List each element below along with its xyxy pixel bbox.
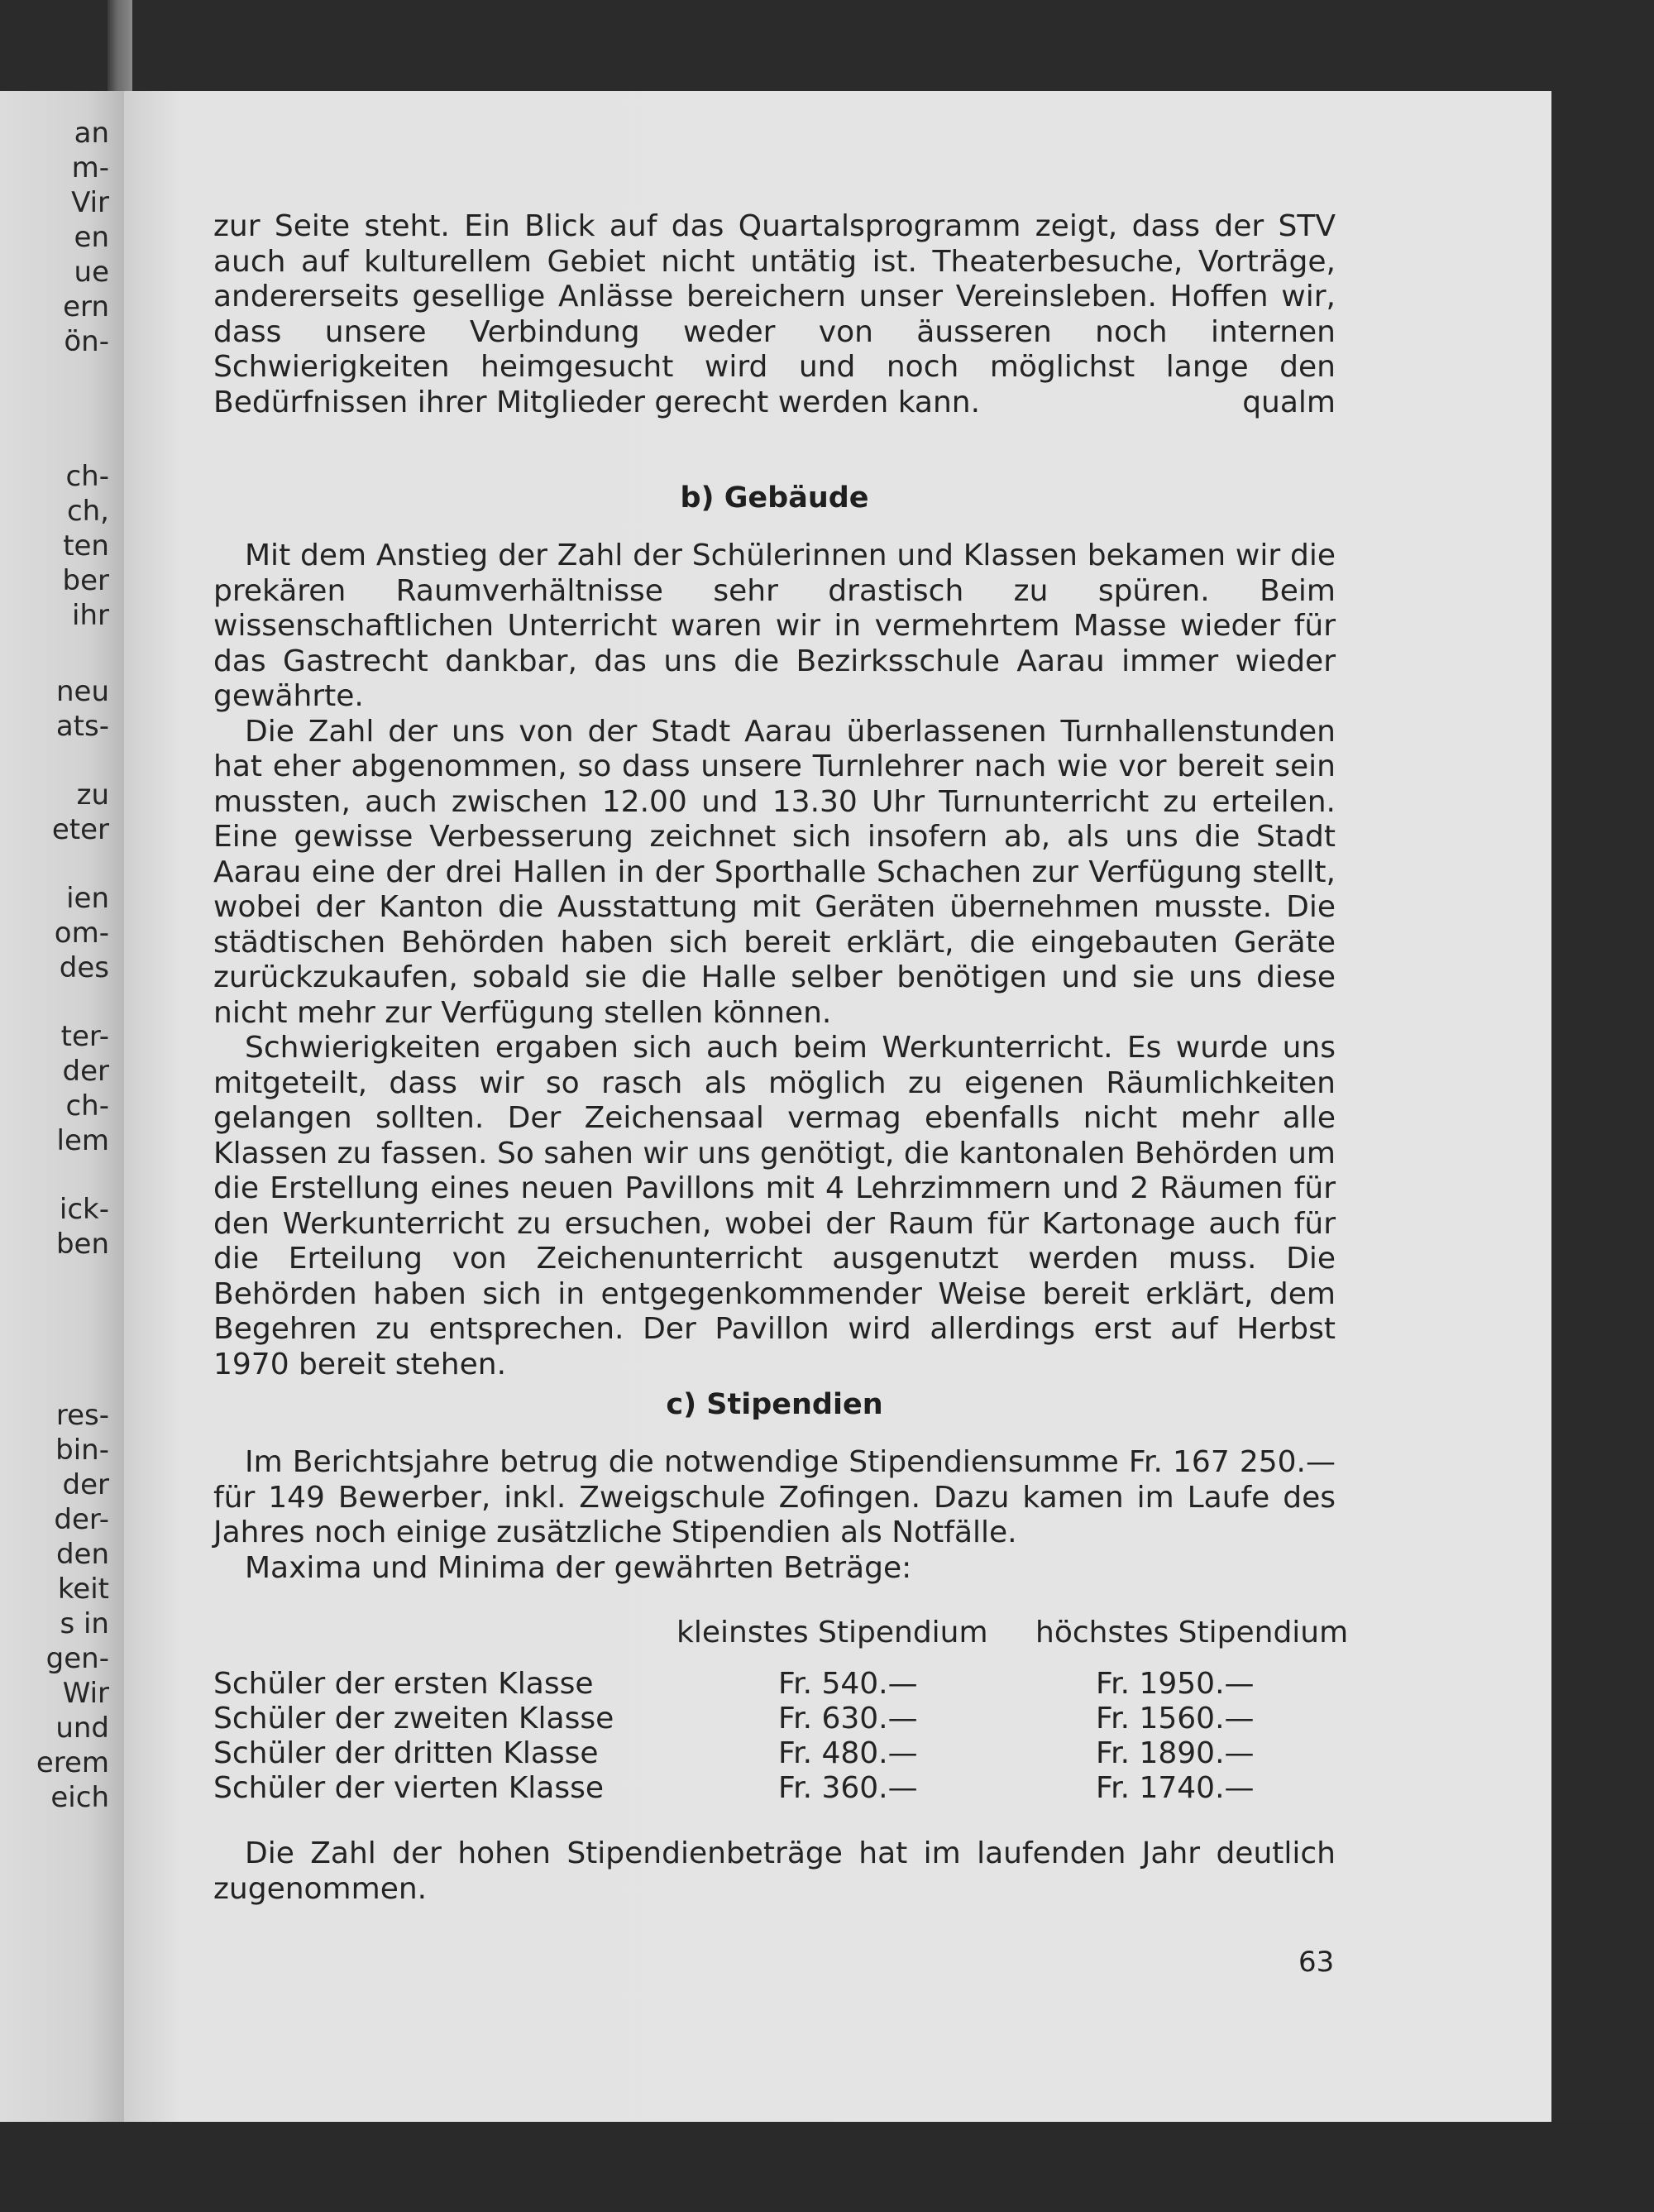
left-page-fragment: m- [71,151,109,184]
paragraph: Die Zahl der uns von der Stadt Aarau überlassenen Turnhallenstunden hat eher abgenommen, so dass unsere Turnlehrer nach wie vor bereit sein mussten, auch zwischen 12.00 und 13.30 Uhr Turnunterricht zu erteilen. Eine gewisse Verbesserung zeichnet sich insofern ab, als uns die Stadt Aarau eine der drei Hallen in der Sporthalle Schachen zur Verfügung stellt, wobei der Kanton die Ausstattung mit Geräten übernehmen musste. Die städtischen Behörden haben sich bereit erklärt, die eingebauten Geräte zurückzukaufen, sobald sie die Halle selber benötigen und sie uns diese nicht mehr zur Verfügung stellen können. [213,714,1336,1030]
table-row-label: Schüler der ersten Klasse [213,1667,594,1701]
section-c-body [213,1445,1336,1586]
left-page-fragment: ern [63,290,109,323]
page-number: 63 [1298,1946,1335,1979]
left-page-fragment: ter- [60,1020,109,1053]
paragraph: Die Zahl der hohen Stipendienbeträge hat im laufenden Jahr deutlich zugenommen. [213,1836,1336,1906]
table-cell-max: Fr. 1950.— [1096,1667,1255,1701]
table-cell-max: Fr. 1740.— [1096,1771,1255,1805]
table-cell-min: Fr. 540.— [778,1667,918,1701]
closing-paragraph [213,1836,1336,1907]
left-page-fragment: ben [55,1228,109,1261]
column-header-max: höchstes Stipendium [1035,1616,1349,1649]
left-page-fragment: ch- [65,460,109,493]
table-row-label: Schüler der zweiten Klasse [213,1702,614,1736]
left-page-fragment: ber [62,564,109,597]
left-page-fragment: ick- [59,1193,109,1226]
table-cell-max: Fr. 1890.— [1096,1736,1255,1770]
left-page-fragment: des [59,951,109,984]
intro-text: zur Seite steht. Ein Blick auf das Quartalsprogramm zeigt, dass der STV auch auf kulturellem Gebiet nicht untätig ist. Theaterbesuche, Vorträge, andererseits gesellige Anlässe bereichern unser Vereinsleben. Hoffen wir, dass unsere Verbindung weder von äusseren noch internen Schwierigkeiten heimgesucht wird und noch möglichst lange den Bedürfnissen ihrer Mitglieder gerecht werden kann. qualm [213,209,1336,419]
left-page-fragment: gen- [45,1642,109,1675]
left-page-fragment: ihr [72,599,109,632]
table-cell-min: Fr. 360.— [778,1771,918,1805]
paragraph: Schwierigkeiten ergaben sich auch beim Werkunterricht. Es wurde uns mitgeteilt, dass wir so rasch als möglich zu eigenen Räumlichkeiten gelangen sollten. Der Zeichensaal vermag ebenfalls nicht mehr alle Klassen zu fassen. So sahen wir uns genötigt, die kantonalen Behörden um die Erstellung eines neuen Pavillons mit 4 Lehrzimmern und 2 Räumen für den Werkunterricht zu ersuchen, wobei der Raum für Kartonage auch für die Erteilung von Zeichenunterricht ausgenutzt werden muss. Die Behörden haben sich in entgegenkommender Weise bereit erklärt, dem Begehren zu entsprechen. Der Pavillon wird allerdings erst auf Herbst 1970 bereit stehen. [213,1031,1336,1381]
left-page-fragment: der [62,1055,109,1088]
left-page-fragment: ien [66,882,109,915]
left-page-fragment: ch, [66,495,109,528]
left-page-fragment: eich [50,1781,109,1814]
paragraph: Maxima und Minima der gewährten Beträge: [245,1550,912,1585]
left-page-fragment: zu [76,778,109,812]
section-heading-gebaeude: b) Gebäude [680,481,869,515]
left-page-fragment: Vir [71,186,109,219]
left-page-fragment: res- [55,1399,109,1432]
table-cell-min: Fr. 480.— [778,1736,918,1770]
table-row-label: Schüler der vierten Klasse [213,1771,605,1805]
left-page-fragment: keit [57,1573,109,1606]
book-page [124,91,1551,2122]
left-page-fragment: Wir [62,1677,109,1710]
left-page-fragment: den [55,1538,109,1571]
section-heading-stipendien: c) Stipendien [666,1388,883,1421]
paragraph: Mit dem Anstieg der Zahl der Schülerinnen und Klassen bekamen wir die prekären Raumverhältnisse sehr drastisch zu spüren. Beim wissenschaftlichen Unterricht waren wir in vermehrtem Masse wieder für das Gastrecht dankbar, das uns die Bezirksschule Aarau immer wieder gewährte. [213,539,1336,713]
table-cell-max: Fr. 1560.— [1096,1702,1255,1736]
left-page-fragment: und [55,1712,109,1745]
left-page-fragment: ten [63,529,109,563]
left-page-fragment: s in [60,1607,109,1640]
left-page-fragment: en [74,221,109,254]
background-shadow [0,2122,1654,2212]
left-page-fragment: ats- [55,710,109,743]
signature: qualm [1242,385,1336,419]
left-page-fragment: der- [54,1503,109,1536]
paragraph: Im Berichtsjahre betrug die notwendige Stipendiensumme Fr. 167 250.— für 149 Bewerber, inkl. Zweigschule Zofingen. Dazu kamen im Laufe des Jahres noch einige zusätzliche Stipendien als Notfälle. [213,1445,1336,1549]
left-page-fragment: ue [74,256,109,289]
column-header-min: kleinstes Stipendium [676,1616,988,1649]
left-page-fragment: erem [36,1746,109,1779]
left-page-fragment: om- [54,917,109,950]
table-cell-min: Fr. 630.— [778,1702,918,1736]
left-page-fragment: an [74,117,109,150]
intro-paragraph [213,209,1336,420]
left-page-fragment: neu [55,675,109,708]
left-page-fragment: ön- [64,325,109,358]
left-page-edge [0,91,124,2176]
table-row-label: Schüler der dritten Klasse [213,1736,599,1770]
left-page-fragment: bin- [55,1434,109,1467]
left-page-fragment: der [62,1468,109,1501]
left-page-fragment: eter [51,813,109,846]
left-page-fragment: ch- [65,1089,109,1123]
section-b-body [213,539,1336,1382]
left-page-fragment: lem [56,1124,109,1157]
